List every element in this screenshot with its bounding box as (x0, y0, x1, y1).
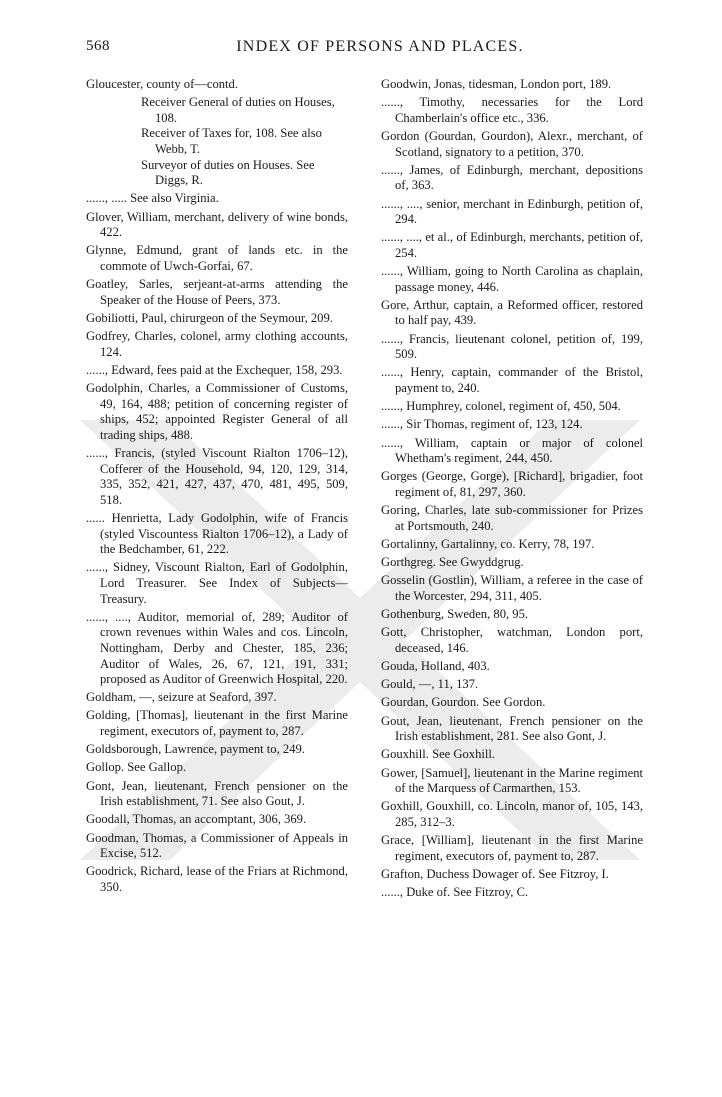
index-entry: Receiver General of duties on Houses, 108. (141, 95, 335, 125)
index-entry: Godfrey, Charles, colonel, army clothing accounts, 124. (86, 329, 348, 359)
page-header (86, 38, 644, 58)
index-entry: ......, James, of Edinburgh, merchant, depositions of, 363. (381, 162, 643, 193)
index-entry: Gore, Arthur, captain, a Reformed officer, restored to half pay, 439. (381, 297, 643, 328)
index-entry: ......, Sir Thomas, regiment of, 123, 124. (381, 417, 583, 432)
index-entry: Goldsborough, Lawrence, payment to, 249. (86, 742, 305, 757)
index-entry: Goodwin, Jonas, tidesman, London port, 189. (381, 77, 612, 91)
right-column (381, 77, 643, 903)
index-entry: Gouxhill. See Goxhill. (381, 747, 496, 762)
index-entry: Receiver of Taxes for, 108. See also Webb, T. (141, 126, 322, 156)
index-entry: ......, ...., Auditor, memorial of, 289; Auditor of crown revenues within Wales and cos. Lincoln, Nottingham, Derby and Chester, 185, 236; Auditor of Wales, 26, 67, 121, 191, 331; proposed as Auditor of Greenwich Hospital, 220. (86, 609, 348, 687)
index-entry: ......, Sidney, Viscount Rialton, Earl of Godolphin, Lord Treasurer. See Index of Subjects—Treasury. (86, 560, 348, 606)
index-entry: ......, William, going to North Carolina as chaplain, passage money, 446. (381, 264, 643, 294)
index-entry: Godolphin, Charles, a Commissioner of Customs, 49, 164, 488; petition of concerning register of ships, 452; appointed Register General of all trading ships, 488. (86, 381, 348, 442)
index-entry: ......, ..... See also Virginia. (86, 191, 219, 206)
index-entry: ......, ...., et al., of Edinburgh, merchants, petition of, 254. (381, 230, 643, 260)
index-entry: Gourdan, Gourdon. See Gordon. (381, 695, 546, 710)
index-entry: ......, Duke of. See Fitzroy, C. (381, 885, 529, 900)
index-entry: Goodman, Thomas, a Commissioner of Appeals in Excise, 512. (86, 830, 348, 861)
index-entry: Goldham, —, seizure at Seaford, 397. (86, 690, 277, 705)
left-column (86, 77, 348, 898)
index-entry: Gould, —, 11, 137. (381, 677, 479, 692)
index-entry: Gout, Jean, lieutenant, French pensioner on the Irish establishment, 281. See also Gont, J. (381, 713, 643, 744)
index-entry: Gortalinny, Gartalinny, co. Kerry, 78, 197. (381, 536, 595, 551)
index-entry: Gorges (George, Gorge), [Richard], brigadier, foot regiment of, 81, 297, 360. (381, 469, 643, 499)
index-entry: Goring, Charles, late sub-commissioner for Prizes at Portsmouth, 240. (381, 503, 643, 533)
running-title: INDEX OF PERSONS AND PLACES. (236, 38, 524, 55)
index-entry: Gower, [Samuel], lieutenant in the Marine regiment of the Marquess of Carmarthen, 153. (381, 765, 643, 796)
index-entry: Golding, [Thomas], lieutenant in the first Marine regiment, executors of, payment to, 287. (86, 708, 348, 739)
index-entry: Gosselin (Gostlin), William, a referee in the case of the Worcester, 294, 311, 405. (381, 573, 643, 603)
index-entry: Goodall, Thomas, an accomptant, 306, 369. (86, 812, 307, 827)
page-number: 568 (86, 38, 110, 54)
index-entry: Grafton, Duchess Dowager of. See Fitzroy, I. (381, 866, 609, 881)
index-entry: ...... Henrietta, Lady Godolphin, wife of Francis (styled Viscountess Rialton 1706–12), a Lady of the Bedchamber, 61, 222. (86, 510, 348, 557)
index-entry: ......, Henry, captain, commander of the Bristol, payment to, 240. (381, 365, 643, 396)
index-entry: ......, Timothy, necessaries for the Lord Chamberlain's office etc., 336. (381, 95, 643, 125)
index-entry: ......, William, captain or major of colonel Whetham's regiment, 244, 450. (381, 435, 643, 466)
index-entry: Glover, William, merchant, delivery of wine bonds, 422. (86, 209, 348, 240)
index-entry: Goxhill, Gouxhill, co. Lincoln, manor of, 105, 143, 285, 312–3. (381, 799, 643, 829)
index-entry: Gorthgreg. See Gwyddgrug. (381, 555, 524, 570)
index-entry: ......, Francis, lieutenant colonel, petition of, 199, 509. (381, 331, 643, 362)
index-entry: ......, ...., senior, merchant in Edinburgh, petition of, 294. (381, 196, 643, 227)
index-entry: ......, Francis, (styled Viscount Rialton 1706–12), Cofferer of the Household, 94, 120, 129, 314, 335, 352, 421, 427, 437, 470, 481, 495, 509, 518. (86, 446, 348, 507)
index-entry: Gloucester, county of—contd. (86, 77, 238, 91)
index-entry: Goatley, Sarles, serjeant-at-arms attending the Speaker of the House of Peers, 373. (86, 277, 348, 307)
index-entry: Gordon (Gourdan, Gourdon), Alexr., merchant, of Scotland, signatory to a petition, 370. (381, 128, 643, 159)
index-entry: Surveyor of duties on Houses. See Diggs, R. (141, 157, 315, 188)
index-entry: Gollop. See Gallop. (86, 760, 187, 775)
index-entry: Gothenburg, Sweden, 80, 95. (381, 607, 529, 622)
index-entry: Gobiliotti, Paul, chirurgeon of the Seymour, 209. (86, 310, 333, 325)
index-entry: Grace, [William], lieutenant in the first Marine regiment, executors of, payment to, 287. (381, 833, 643, 863)
index-entry: ......, Edward, fees paid at the Exchequer, 158, 293. (86, 362, 343, 377)
index-entry: Gott, Christopher, watchman, London port, deceased, 146. (381, 625, 643, 655)
index-entry: Gont, Jean, lieutenant, French pensioner on the Irish establishment, 71. See also Gout, J. (86, 778, 348, 809)
index-entry: Gouda, Holland, 403. (381, 659, 490, 674)
index-entry: Goodrick, Richard, lease of the Friars at Richmond, 350. (86, 864, 348, 894)
index-entry: ......, Humphrey, colonel, regiment of, 450, 504. (381, 399, 621, 414)
index-entry: Glynne, Edmund, grant of lands etc. in the commote of Uwch-Gorfai, 67. (86, 243, 348, 273)
